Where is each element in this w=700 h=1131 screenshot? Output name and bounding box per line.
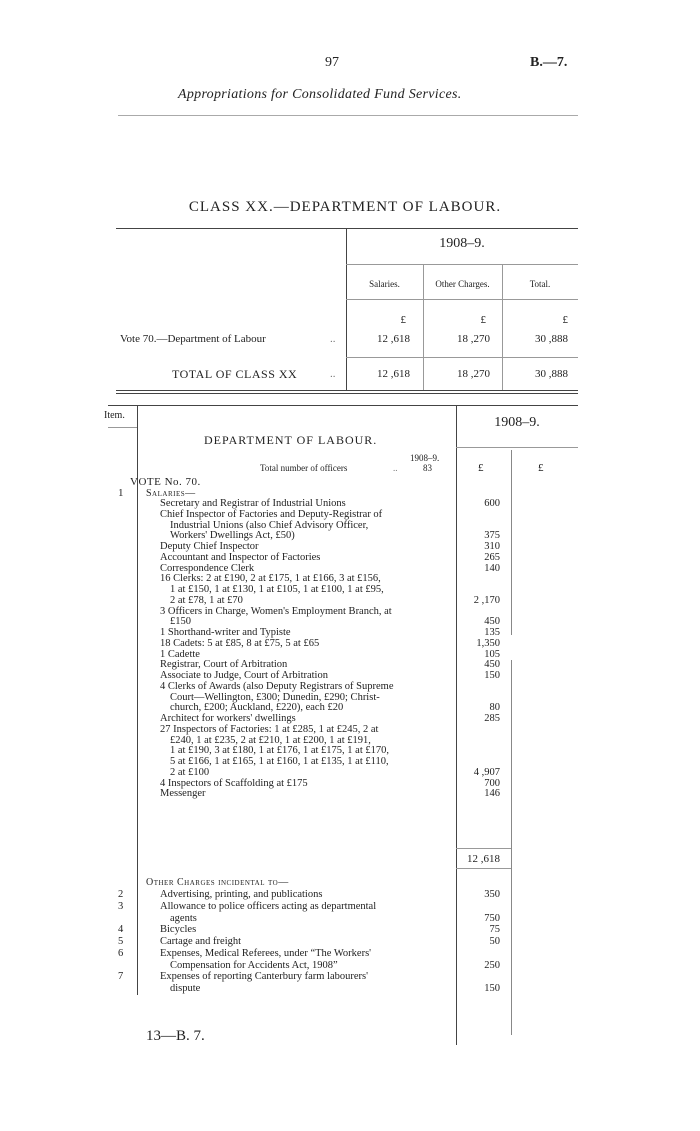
salaries-total-rule [456,848,511,849]
other-line-amount: 750 [484,913,500,924]
other-line-text: Expenses, Medical Referees, under “The Workers' [160,948,372,959]
salary-line-amount: 2 ,170 [473,595,500,606]
item-column-header: Item. [104,410,125,421]
salary-line-amount: 450 [484,616,500,627]
salary-line-amount: 146 [484,788,500,799]
summary-vote-leader: .. [330,333,336,345]
other-line-item-number: 7 [118,971,124,982]
summary-total-leader: .. [330,368,336,380]
salary-line-amount: 135 [484,627,500,638]
salary-line-text: 2 at £78, 1 at £70 [170,595,243,606]
salary-line-amount: 150 [484,670,500,681]
other-line-text: Bicycles [160,924,197,935]
salary-line-text: 5 at £166, 1 at £165, 1 at £160, 1 at £135, 1 at £110, [170,756,389,767]
summary-bottom-rule-2 [116,393,578,394]
class-title: CLASS XX.—DEPARTMENT OF LABOUR. [188,199,502,215]
running-title: Appropriations for Consolidated Fund Services. [178,87,462,102]
other-line-amount: 350 [484,889,500,900]
other-line-text: agents [170,913,197,924]
salary-line-text: 2 at £100 [170,767,210,778]
summary-divider [346,228,347,390]
detail-top-rule [108,405,578,406]
other-line-item-number: 6 [118,948,124,959]
salary-line-text: 4 Clerks of Awards (also Deputy Registrars of Supreme [160,681,394,692]
summary-col-other: Other Charges. [435,279,490,289]
officers-leader: .. [393,463,398,473]
other-line-amount: 75 [489,924,500,935]
summary-head-rule [346,299,578,300]
salary-line-text: 4 Inspectors of Scaffolding at £175 [160,778,308,789]
salary-line-text: 1 at £150, 1 at £130, 1 at £105, 1 at £100, 1 at £95, [170,584,384,595]
salary-line-amount: 265 [484,552,500,563]
salary-line-text: Chief Inspector of Factories and Deputy-Registrar of [160,509,383,520]
salary-line-amount: 80 [489,702,500,713]
salary-line-text: Court—Wellington, £300; Dunedin, £290; Christ- [170,692,380,703]
salary-line-text: Workers' Dwellings Act, £50) [170,530,295,541]
detail-amount2-col-rule-b [511,660,512,1035]
other-line-text: Cartage and freight [160,936,242,947]
salary-line-text: 16 Clerks: 2 at £190, 2 at £175, 1 at £166, 3 at £156, [160,573,381,584]
salary-line-text: 27 Inspectors of Factories: 1 at £285, 1 at £245, 2 at [160,724,379,735]
summary-total-total: 30 ,888 [535,368,568,380]
other-line-text: Expenses of reporting Canterbury farm labourers' [160,971,369,982]
salary-line-text: Secretary and Registrar of Industrial Unions [160,498,346,509]
other-line-item-number: 5 [118,936,124,947]
salary-line-text: £150 [170,616,191,627]
other-line-amount: 150 [484,983,500,994]
detail-item-col-rule [137,405,138,995]
salary-line-text: 1 Shorthand-writer and Typiste [160,627,291,638]
salary-line-amount: 375 [484,530,500,541]
detail-year-header: 1908–9. [494,415,540,430]
salary-line-amount: 450 [484,659,500,670]
salaries-item-number: 1 [118,487,124,499]
salary-line-text: £240, 1 at £235, 2 at £210, 1 at £200, 1 at £191, [170,735,371,746]
salary-line-text: Associate to Judge, Court of Arbitration [160,670,328,681]
summary-top-rule [116,228,578,229]
other-line-item-number: 4 [118,924,124,935]
salary-line-text: 3 Officers in Charge, Women's Employment Branch, at [160,606,392,617]
salary-line-text: Registrar, Court of Arbitration [160,659,288,670]
summary-total-rule [346,357,578,358]
salary-line-amount: 105 [484,649,500,660]
other-line-amount: 250 [484,960,500,971]
detail-currency-2: £ [538,462,544,474]
summary-currency-salaries: £ [400,314,406,326]
other-line-item-number: 3 [118,901,124,912]
summary-vote-label: Vote 70.—Department of Labour [120,333,266,345]
salary-line-amount: 4 ,907 [473,767,500,778]
salary-line-amount: 310 [484,541,500,552]
summary-total-other: 18 ,270 [457,368,490,380]
officers-label: Total number of officers [260,463,348,473]
other-line-text: Allowance to police officers acting as departmental [160,901,377,912]
other-charges-heading: Other Charges incidental to— [146,877,289,888]
salary-line-amount: 700 [484,778,500,789]
salary-line-text: Deputy Chief Inspector [160,541,259,552]
salary-line-text: Correspondence Clerk [160,563,255,574]
other-line-text: dispute [170,983,201,994]
salary-line-text: 18 Cadets: 5 at £85, 8 at £75, 5 at £65 [160,638,320,649]
vote-label: VOTE No. 70. [130,476,201,488]
item-header-rule [108,427,137,428]
detail-amount2-col-rule [511,450,512,635]
salary-line-text: church, £200; Auckland, £220), each £20 [170,702,344,713]
salaries-total: 12 ,618 [467,853,500,865]
salary-line-amount: 1,350 [476,638,500,649]
summary-currency-total: £ [562,314,568,326]
summary-currency-other: £ [480,314,486,326]
summary-vote-total: 30 ,888 [535,333,568,345]
other-line-item-number: 2 [118,889,124,900]
detail-dept-title: DEPARTMENT OF LABOUR. [204,433,378,447]
detail-currency-1: £ [478,462,484,474]
footer-signature: 13—B. 7. [146,1028,205,1044]
salary-line-text: Industrial Unions (also Chief Advisory Officer, [170,520,369,531]
officers-count: 83 [423,463,432,473]
salary-line-text: Messenger [160,788,206,799]
summary-vote-other: 18 ,270 [457,333,490,345]
salary-line-text: 1 at £190, 3 at £180, 1 at £176, 1 at £175, 1 at £170, [170,745,390,756]
other-line-text: Compensation for Accidents Act, 1908” [170,960,338,971]
salary-line-amount: 140 [484,563,500,574]
header-rule [118,115,578,116]
salaries-total-rule-2 [456,868,511,869]
salaries-heading: Salaries— [146,488,196,499]
salary-line-amount: 600 [484,498,500,509]
summary-col-salaries: Salaries. [369,279,400,289]
summary-total-label: TOTAL OF CLASS XX [172,367,298,381]
salary-line-amount: 285 [484,713,500,724]
summary-total-salaries: 12 ,618 [377,368,410,380]
other-line-text: Advertising, printing, and publications [160,889,323,900]
detail-year-rule [456,447,578,448]
summary-bottom-rule [116,390,578,391]
salary-line-text: Accountant and Inspector of Factories [160,552,321,563]
summary-col-total: Total. [529,279,551,289]
summary-year: 1908–9. [439,236,485,251]
summary-year-rule [346,264,578,265]
other-line-amount: 50 [489,936,500,947]
page-number: 97 [325,55,339,70]
summary-vote-salaries: 12 ,618 [377,333,410,345]
document-reference: B.—7. [530,55,568,70]
salary-line-text: Architect for workers' dwellings [160,713,296,724]
salary-line-text: 1 Cadette [160,649,200,660]
officers-year: 1908–9. [410,453,440,463]
